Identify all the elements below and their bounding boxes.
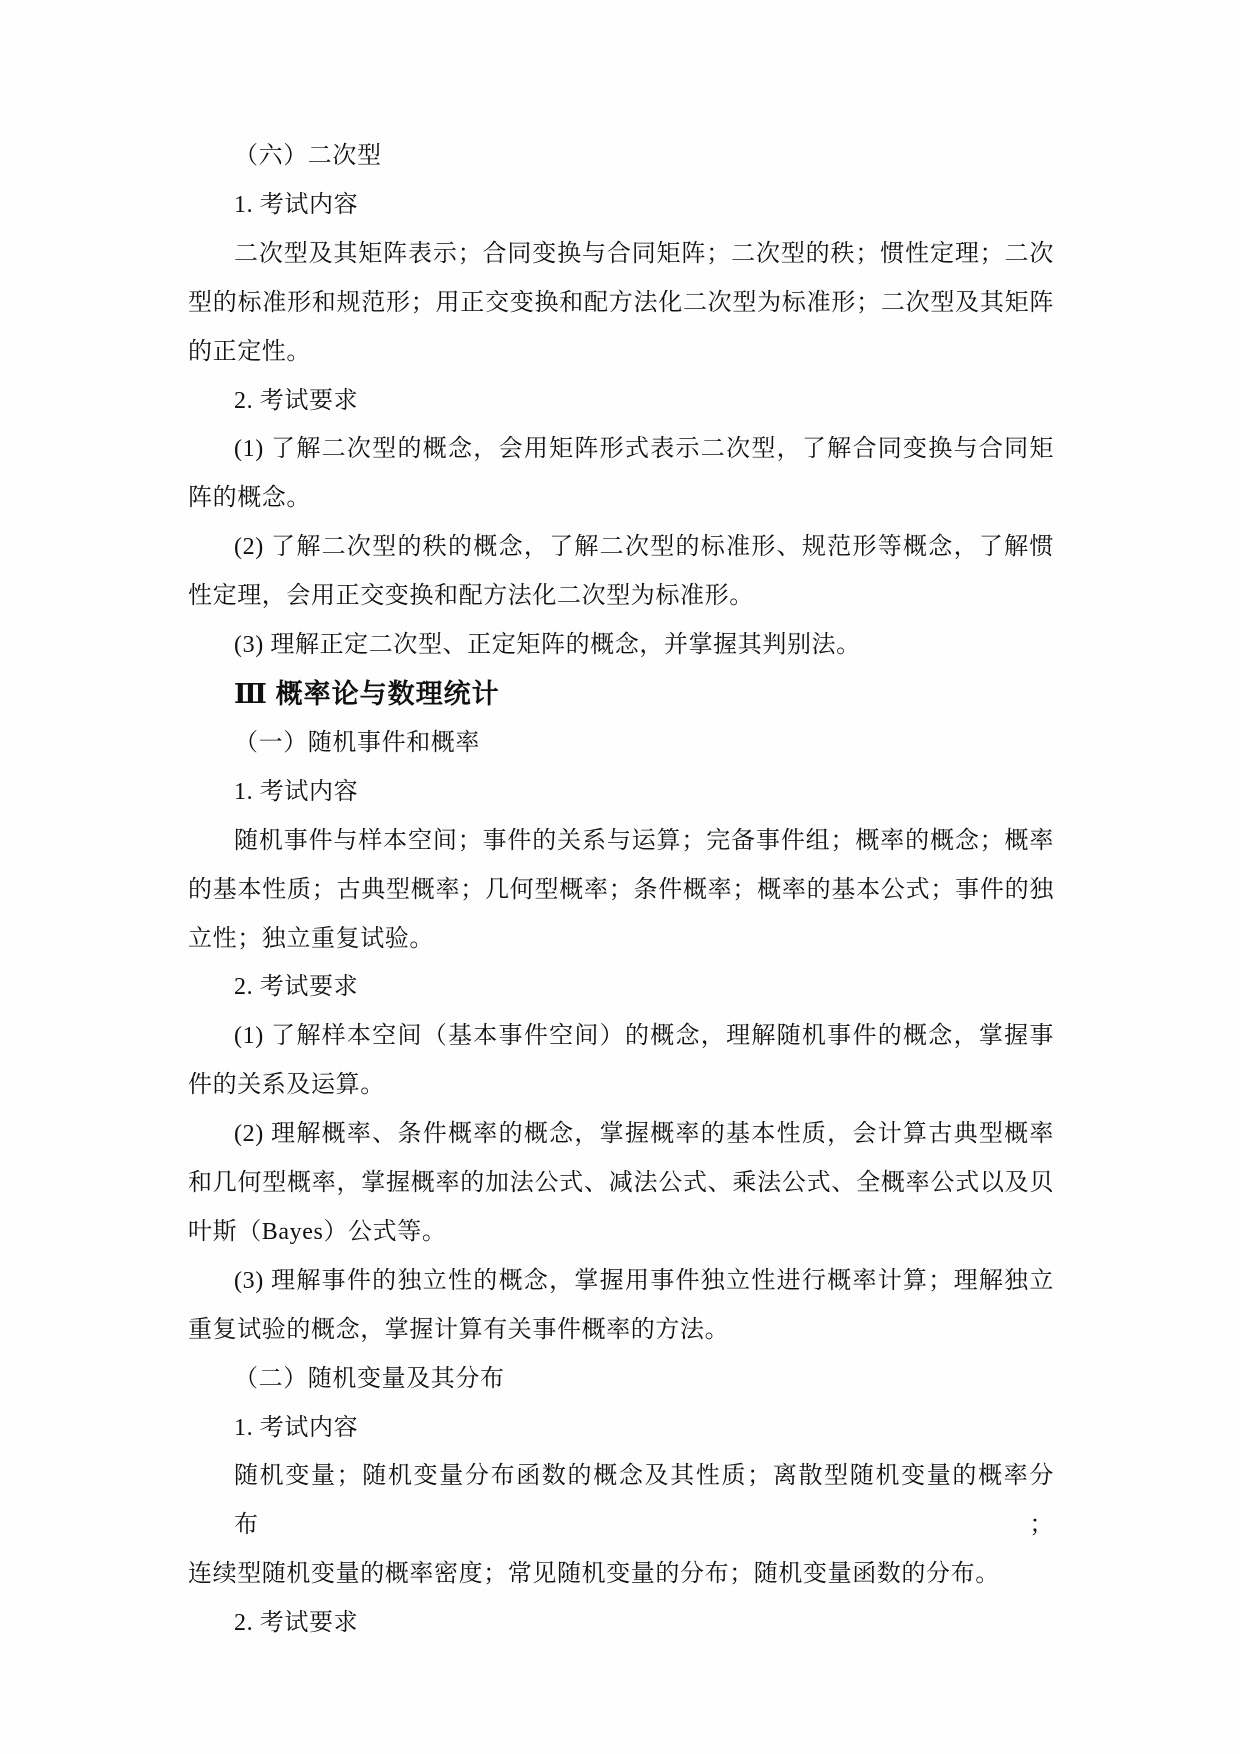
body-text-line: 叶斯（Bayes）公式等。 xyxy=(188,1218,447,1245)
exam-content-label: 1. 考试内容 xyxy=(234,778,359,805)
body-text-line: 阵的概念。 xyxy=(188,485,311,512)
body-text-line: (1) 了解二次型的概念，会用矩阵形式表示二次型，了解合同变换与合同矩 xyxy=(234,436,1054,463)
subsection-vi-title: （六）二次型 xyxy=(234,143,382,169)
document-body xyxy=(188,132,1054,1648)
subsection-i-title: （一）随机事件和概率 xyxy=(234,729,480,756)
body-text-line: 连续型随机变量的概率密度；常见随机变量的分布；随机变量函数的分布。 xyxy=(188,1561,1000,1588)
part-iii-heading: Ⅲ 概率论与数理统计 xyxy=(234,678,500,709)
exam-requirement-label: 2. 考试要求 xyxy=(234,1610,359,1637)
subsection-ii-title: （二）随机变量及其分布 xyxy=(234,1365,505,1392)
exam-content-label: 1. 考试内容 xyxy=(234,1414,359,1441)
body-text-line: 性定理，会用正交变换和配方法化二次型为标准形。 xyxy=(188,583,754,610)
body-text-line: 和几何型概率，掌握概率的加法公式、减法公式、乘法公式、全概率公式以及贝 xyxy=(188,1170,1054,1197)
body-text-line: 的基本性质；古典型概率；几何型概率；条件概率；概率的基本公式；事件的独 xyxy=(188,876,1054,903)
body-text-line: 立性；独立重复试验。 xyxy=(188,925,434,952)
body-text-line: 件的关系及运算。 xyxy=(188,1072,385,1099)
body-text-line: 重复试验的概念，掌握计算有关事件概率的方法。 xyxy=(188,1316,730,1343)
exam-requirement-label: 2. 考试要求 xyxy=(234,974,359,1001)
body-text-line: 二次型及其矩阵表示；合同变换与合同矩阵；二次型的秩；惯性定理；二次 xyxy=(234,240,1054,267)
body-text-line: 随机事件与样本空间；事件的关系与运算；完备事件组；概率的概念；概率 xyxy=(234,827,1054,854)
exam-content-label: 1. 考试内容 xyxy=(234,191,359,218)
body-text-line: (3) 理解正定二次型、正定矩阵的概念，并掌握其判别法。 xyxy=(234,632,861,659)
exam-requirement-label: 2. 考试要求 xyxy=(234,387,359,414)
body-text-line: 型的标准形和规范形；用正交变换和配方法化二次型为标准形；二次型及其矩阵 xyxy=(188,289,1054,316)
body-text-line: (3) 理解事件的独立性的概念，掌握用事件独立性进行概率计算；理解独立 xyxy=(234,1267,1054,1294)
body-text-line: 随机变量；随机变量分布函数的概念及其性质；离散型随机变量的概率分布； xyxy=(234,1463,1054,1539)
body-text-line: (1) 了解样本空间（基本事件空间）的概念，理解随机事件的概念，掌握事 xyxy=(234,1023,1054,1050)
body-text-line: 的正定性。 xyxy=(188,338,311,365)
body-text-line: (2) 理解概率、条件概率的概念，掌握概率的基本性质，会计算古典型概率 xyxy=(234,1121,1054,1148)
body-text-line: (2) 了解二次型的秩的概念，了解二次型的标准形、规范形等概念，了解惯 xyxy=(234,534,1054,561)
